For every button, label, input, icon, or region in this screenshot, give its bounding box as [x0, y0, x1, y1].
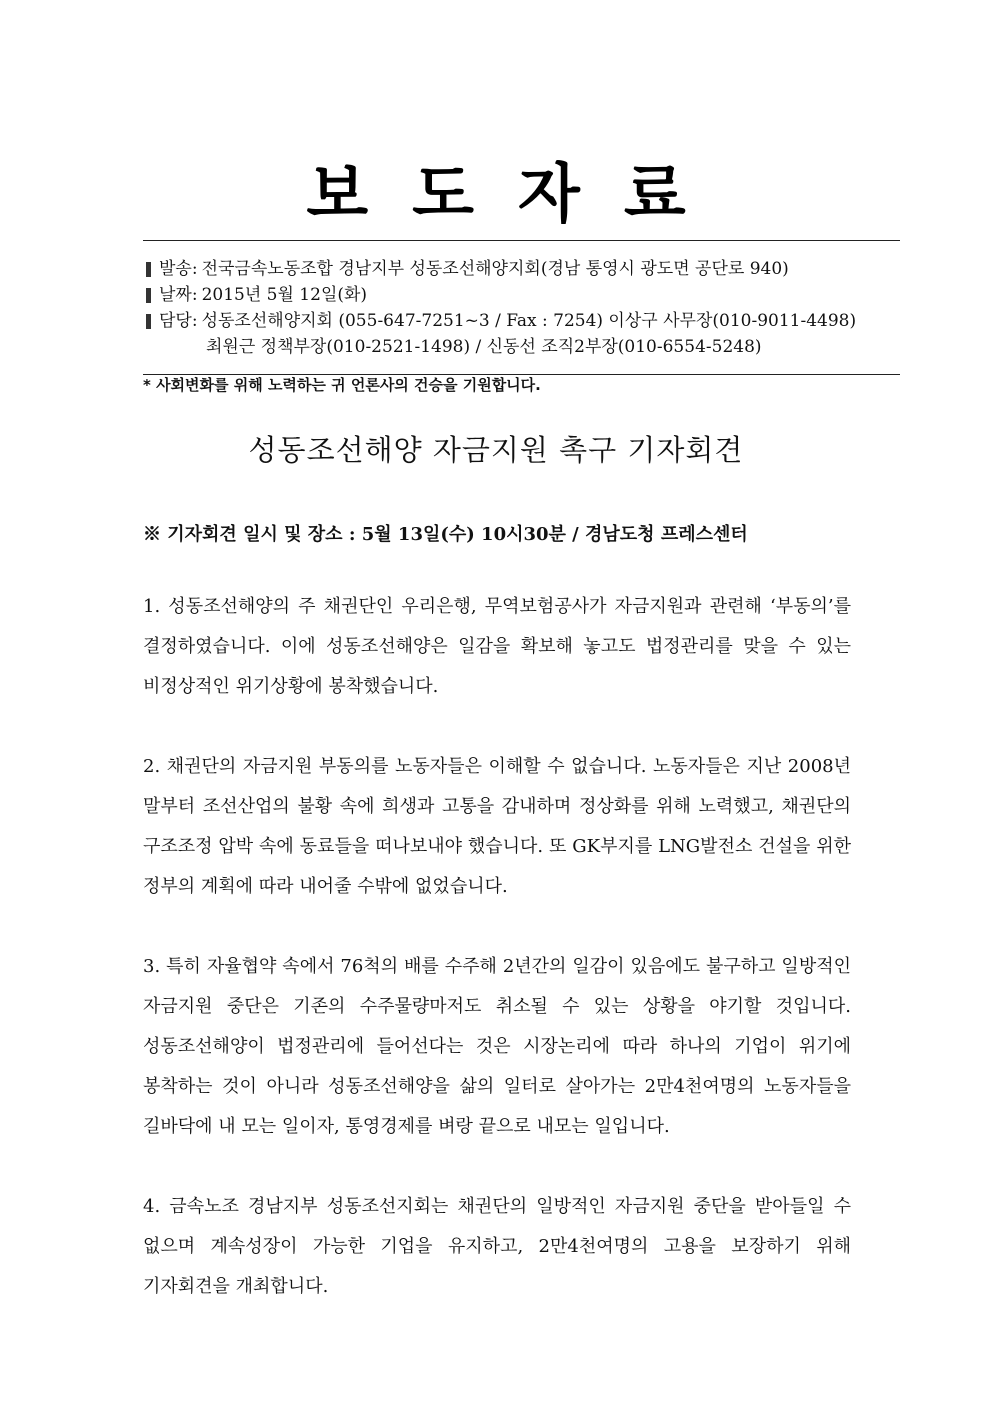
date-row [146, 282, 900, 308]
paragraph-1: 1. 성동조선해양의 주 채권단인 우리은행, 무역보험공사가 자금지원과 관련해 ‘부동의’를 결정하였습니다. 이에 성동조선해양은 일감을 확보해 놓고도 법정관리를 맞을 수 있는 비정상적인 위기상황에 봉착했습니다. [143, 596, 851, 697]
greeting-note: * 사회변화를 위해 노력하는 귀 언론사의 건승을 기원합니다. [143, 376, 541, 394]
bullet-bar-icon [146, 314, 151, 329]
document-title: 보도자료 [306, 158, 730, 232]
contact-label: 담당: [159, 311, 198, 331]
paragraph-4: 4. 금속노조 경남지부 성동조선지회는 채권단의 일방적인 자금지원 중단을 받아들일 수 없으며 계속성장이 가능한 기업을 유지하고, 2만4천여명의 고용을 보장하기 위해 기자회견을 개최합니다. [143, 1196, 851, 1297]
contact-value-line2: 최원근 정책부장(010-2521-1498) / 신동선 조직2부장(010-6554-5248) [206, 337, 762, 357]
paragraph-2: 2. 채권단의 자금지원 부동의를 노동자들은 이해할 수 없습니다. 노동자들은 지난 2008년 말부터 조선산업의 불황 속에 희생과 고통을 감내하며 정상화를 위해 노력했고, 채권단의 구조조정 압박 속에 동료들을 떠나보내야 했습니다. 또 GK부지를 LNG발전소 건설을 위한 정부의 계획에 따라 내어줄 수밖에 없었습니다. [143, 756, 851, 897]
sender-label: 발송: [159, 259, 198, 279]
header-top-rule [143, 240, 900, 241]
body-text [143, 587, 851, 1347]
date-value: 2015년 5월 12일(화) [201, 285, 368, 305]
sender-value: 전국금속노동조합 경남지부 성동조선해양지회(경남 통영시 광도면 공단로 940) [201, 259, 789, 279]
bullet-bar-icon [146, 262, 151, 277]
bullet-bar-icon [146, 288, 151, 303]
contact-value-line1: 성동조선해양지회 (055-647-7251~3 / Fax : 7254) 이상구 사무장(010-9011-4498) [201, 311, 857, 331]
release-info [146, 256, 900, 360]
sender-row [146, 256, 900, 282]
headline: 성동조선해양 자금지원 촉구 기자회견 [248, 433, 744, 467]
schedule-line: ※ 기자회견 일시 및 장소 : 5월 13일(수) 10시30분 / 경남도청 프레스센터 [143, 524, 748, 545]
contact-row [146, 308, 900, 334]
date-label: 날짜: [159, 285, 198, 305]
paragraph-3: 3. 특히 자율협약 속에서 76척의 배를 수주해 2년간의 일감이 있음에도 불구하고 일방적인 자금지원 중단은 기존의 수주물량마저도 취소될 수 있는 상황을 야기할 것입니다. 성동조선해양이 법정관리에 들어선다는 것은 시장논리에 따라 하나의 기업이 위기에 봉착하는 것이 아니라 성동조선해양을 삶의 일터로 살아가는 2만4천여명의 노동자들을 길바닥에 내 모는 일이자, 통영경제를 벼랑 끝으로 내모는 일입니다. [143, 956, 851, 1137]
